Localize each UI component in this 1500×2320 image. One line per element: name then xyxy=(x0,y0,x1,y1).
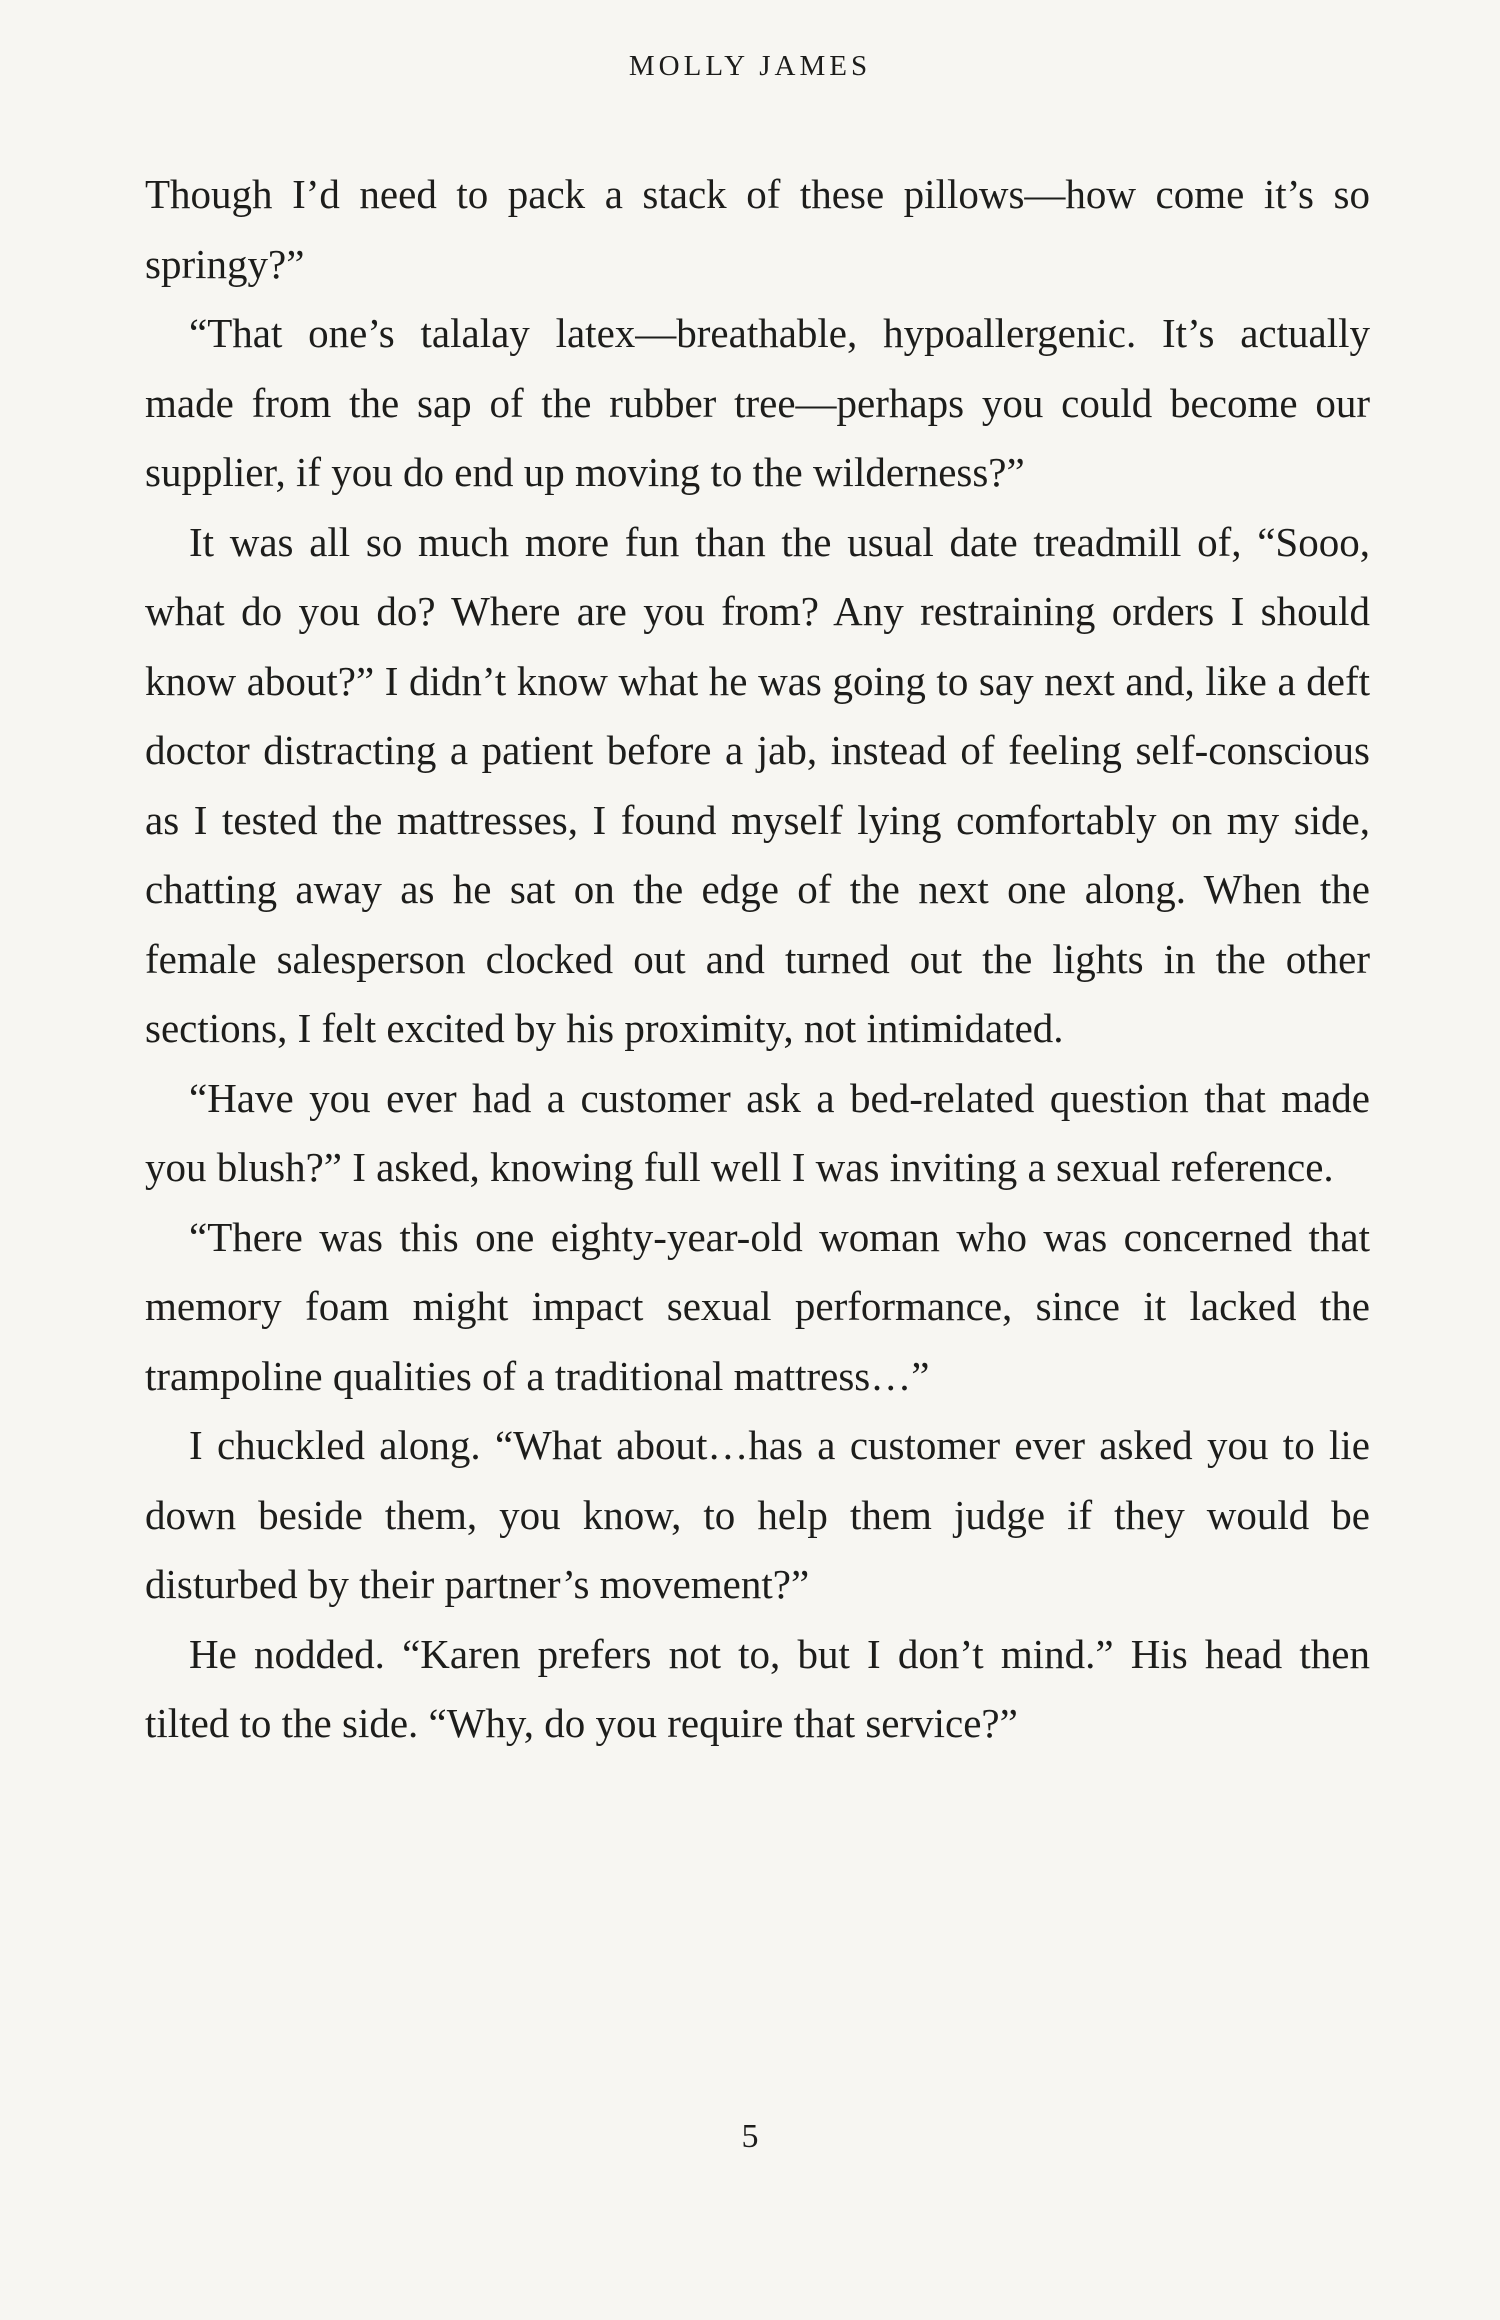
body-text xyxy=(145,160,1370,1759)
paragraph: Though I’d need to pack a stack of these pillows—how come it’s so springy?” xyxy=(145,171,1370,287)
paragraph: “Have you ever had a customer ask a bed-related question that made you blush?” I asked, knowing full well I was inviting a sexual reference. xyxy=(145,1074,1370,1190)
paragraph: It was all so much more fun than the usual date treadmill of, “Sooo, what do you do? Where are you from? Any restraining orders I should know about?” I didn’t know what he was going to say next and, like a deft doctor distracting a patient before a jab, instead of feeling self-conscious as I tested the mattresses, I found myself lying comfortably on my side, chatting away as he sat on the edge of the next one along. When the female salesperson clocked out and turned out the lights in the other sections, I felt excited by his proximity, not intimidated. xyxy=(145,518,1370,1051)
page-number: 5 xyxy=(741,2118,759,2155)
paragraph: I chuckled along. “What about…has a customer ever asked you to lie down beside them, you know, to help them judge if they would be disturbed by their partner’s movement?” xyxy=(145,1422,1370,1607)
paragraph: He nodded. “Karen prefers not to, but I don’t mind.” His head then tilted to the side. “Why, do you require that service?” xyxy=(145,1630,1370,1746)
paragraph: “There was this one eighty-year-old woman who was concerned that memory foam might impact sexual performance, since it lacked the trampoline qualities of a traditional mattress…” xyxy=(145,1213,1370,1399)
paragraph: “That one’s talalay latex—breathable, hypoallergenic. It’s actually made from the sap of the rubber tree—perhaps you could become our supplier, if you do end up moving to the wilderness?” xyxy=(145,310,1370,495)
running-head: MOLLY JAMES xyxy=(628,50,872,82)
